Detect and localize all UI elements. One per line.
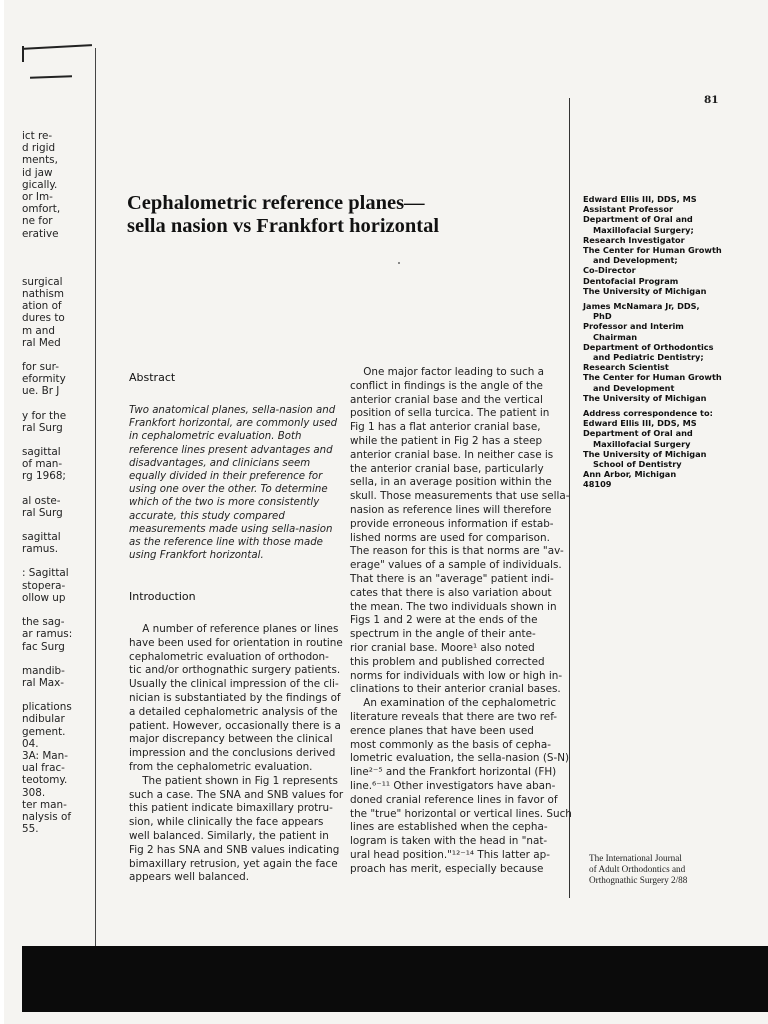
journal-footer	[589, 853, 719, 886]
journal-line-2: of Adult Orthodontics and	[589, 864, 686, 874]
scan-bottom-shadow	[22, 946, 768, 1012]
facing-page-fragment: ral Med	[22, 336, 61, 349]
author-line: Maxillofacial Surgery	[593, 438, 691, 449]
facing-page-fragment: 04.	[22, 737, 39, 750]
page-number: 81	[704, 94, 719, 106]
title-line-1: Cephalometric reference planes—	[127, 192, 425, 214]
article-title	[127, 192, 547, 238]
fragment-gap	[22, 519, 82, 531]
facing-page-fragment: teotomy.	[22, 774, 68, 787]
facing-page-fragment: ments,	[22, 154, 58, 167]
author-line: The Center for Human Growth	[583, 372, 722, 383]
text-line: major discrepancy between the clinical	[129, 733, 333, 746]
facing-page-fragment: or Im-	[22, 191, 53, 204]
text-line: most commonly as the basis of cepha-	[350, 738, 552, 751]
author-line: Research Investigator	[583, 234, 685, 245]
introduction-heading: Introduction	[129, 590, 196, 603]
facing-page-fragment: for sur-	[22, 361, 59, 374]
text-line: Figs 1 and 2 were at the ends of the	[350, 614, 538, 627]
author-line: Department of Oral and	[583, 214, 693, 225]
author-line: and Development	[593, 382, 675, 393]
text-line: A number of reference planes or lines	[129, 623, 339, 635]
text-line: sella, in an average position within the	[350, 476, 552, 489]
text-line: anterior cranial base. In neither case is	[350, 448, 554, 461]
facing-page-fragment: ter man-	[22, 798, 67, 811]
fragment-gap	[22, 240, 82, 252]
text-line: rior cranial base. Moore¹ also noted	[350, 641, 535, 654]
text-line: The reason for this is that norms are "av-	[350, 545, 564, 558]
text-line: appears well balanced.	[129, 871, 250, 884]
facing-page-fragment: mandib-	[22, 664, 65, 677]
fragment-gap	[22, 483, 82, 495]
text-line: line²⁻⁵ and the Frankfort horizontal (FH)	[350, 766, 557, 779]
text-line: skull. Those measurements that use sella-	[350, 490, 570, 503]
scan-speck	[398, 262, 400, 264]
facing-page-fragment: al oste-	[22, 494, 61, 507]
abstract-heading: Abstract	[129, 371, 176, 384]
author-line: School of Dentistry	[593, 459, 682, 470]
author-line: and Pediatric Dentistry;	[593, 352, 704, 363]
facing-page-fragment: plications	[22, 701, 72, 714]
facing-page-fragment: : Sagittal	[22, 567, 69, 580]
author-line: Assistant Professor	[583, 204, 673, 215]
author-line: PhD	[593, 311, 612, 322]
facing-page-fragment: ral Max-	[22, 676, 65, 689]
facing-page-fragment: fac Surg	[22, 640, 65, 653]
text-line: That there is an "average" patient indi-	[350, 572, 554, 585]
author-line: Co-Director	[583, 265, 636, 276]
text-line: this problem and published corrected	[350, 655, 545, 668]
facing-page-fragment: 55.	[22, 823, 39, 836]
fragment-gap	[22, 689, 82, 701]
fragment-gap	[22, 604, 82, 616]
text-line: bimaxillary retrusion, yet again the face	[129, 857, 338, 870]
author-line: Dentofacial Program	[583, 275, 679, 286]
facing-page-fragment: the sag-	[22, 616, 65, 629]
text-line: lometric evaluation, the sella-nasion (S-N)	[350, 752, 570, 765]
fragment-gap	[22, 252, 82, 264]
facing-page-fragment: ndibular	[22, 713, 65, 726]
facing-page-fragment: id jaw	[22, 166, 53, 179]
text-line: ural head position."¹²⁻¹⁴ This latter ap-	[350, 848, 550, 861]
text-line: while the patient in Fig 2 has a steep	[350, 434, 543, 447]
text-line: line.⁶⁻¹¹ Other investigators have aban-	[350, 779, 556, 792]
author-line: The Center for Human Growth	[583, 245, 722, 256]
text-line: the mean. The two individuals shown in	[350, 600, 557, 613]
facing-page-fragment: 308.	[22, 786, 46, 799]
author-line: Ann Arbor, Michigan	[583, 469, 677, 480]
text-line: The patient shown in Fig 1 represents	[129, 774, 338, 787]
text-line: norms for individuals with low or high in-	[350, 669, 563, 682]
facing-page-fragment: nalysis of	[22, 810, 72, 823]
facing-page-fragment: y for the	[22, 409, 67, 422]
text-line: Fig 1 has a flat anterior cranial base,	[350, 421, 541, 434]
author-line: Professor and Interim	[583, 321, 684, 332]
fragment-gap	[22, 264, 82, 276]
text-line: have been used for orientation in routine	[129, 636, 343, 649]
facing-page-fragment: eformity	[22, 373, 66, 386]
page-gutter-line	[95, 48, 96, 958]
journal-line-3: Orthognathic Surgery 2/88	[589, 875, 688, 885]
author-line: Department of Oral and	[583, 428, 693, 439]
facing-page-fragment: nathism	[22, 288, 65, 301]
facing-page-fragment: surgical	[22, 275, 63, 288]
author-line: James McNamara Jr, DDS,	[583, 301, 700, 312]
facing-page-fragment: dures to	[22, 312, 65, 325]
author-line: Edward Ellis III, DDS, MS	[583, 418, 697, 429]
facing-page-fragment: erative	[22, 227, 59, 240]
text-line: impression and the conclusions derived	[129, 747, 336, 760]
facing-page-fragment: ue. Br J	[22, 385, 60, 398]
text-line: Usually the clinical impression of the cli-	[129, 678, 339, 691]
text-line: erage" values of a sample of individuals.	[350, 559, 562, 572]
text-line: literature reveals that there are two ref-	[350, 710, 558, 723]
body-column-right	[350, 366, 572, 876]
fragment-gap	[22, 653, 82, 665]
text-line: the "true" horizontal or vertical lines. Such	[350, 807, 572, 820]
facing-page-fragment: ation of	[22, 300, 62, 313]
fragment-gap	[22, 398, 82, 410]
text-line: nician is substantiated by the findings of	[129, 691, 341, 704]
author-line: Research Scientist	[583, 362, 669, 373]
author-line: Maxillofacial Surgery;	[593, 224, 694, 235]
text-line: well balanced. Similarly, the patient in	[129, 829, 329, 842]
facing-page-fragment: ne for	[22, 215, 53, 228]
author-line: The University of Michigan	[583, 448, 707, 459]
text-line: patient. However, occasionally there is a	[129, 719, 341, 732]
text-line: lished norms are used for comparison.	[350, 531, 550, 544]
scan-left-edge	[0, 0, 4, 1024]
author-line: and Development;	[593, 255, 678, 266]
facing-page-fragment: 3A: Man-	[22, 749, 69, 762]
facing-page-fragment: rg 1968;	[22, 470, 66, 483]
author-line: Chairman	[593, 331, 638, 342]
fragment-gap	[22, 434, 82, 446]
facing-page-fragment: ollow up	[22, 591, 66, 604]
facing-page-fragment: gically.	[22, 178, 58, 191]
fragment-gap	[22, 349, 82, 361]
text-line: nasion as reference lines will therefore	[350, 503, 552, 516]
facing-page-fragment: m and	[22, 324, 55, 337]
text-line: a detailed cephalometric analysis of the	[129, 705, 338, 718]
text-line: logram is taken with the head in "nat-	[350, 835, 548, 848]
text-line: anterior cranial base and the vertical	[350, 393, 543, 406]
text-line: tic and/or orthognathic surgery patients.	[129, 664, 341, 677]
facing-page-fragment: ramus.	[22, 543, 59, 556]
facing-page-fragment: ral Surg	[22, 506, 63, 519]
author-line: Edward Ellis III, DDS, MS	[583, 194, 697, 204]
text-line: provide erroneous information if estab-	[350, 517, 554, 530]
text-line: doned cranial reference lines in favor of	[350, 793, 558, 806]
text-line: Fig 2 has SNA and SNB values indicating	[129, 843, 340, 856]
text-line: clinations to their anterior cranial bases.	[350, 683, 561, 696]
author-line: Address correspondence to:	[583, 408, 713, 419]
text-line: erence planes that have been used	[350, 724, 534, 737]
facing-page-fragment: d rigid	[22, 142, 56, 155]
facing-page-fragment: omfort,	[22, 203, 61, 216]
text-line: conflict in findings is the angle of the	[350, 379, 543, 392]
facing-page-fragment: stopera-	[22, 579, 66, 592]
text-line: from the cephalometric evaluation.	[129, 760, 313, 773]
author-line: The University of Michigan	[583, 285, 707, 296]
text-line: this patient indicate bimaxillary protru-	[129, 802, 333, 815]
text-line: such a case. The SNA and SNB values for	[129, 788, 344, 801]
facing-page-fragment: ual frac-	[22, 762, 65, 775]
text-line: the anterior cranial base, particularly	[350, 462, 544, 475]
text-line: An examination of the cephalometric	[350, 697, 557, 710]
journal-line-1: The International Journal	[589, 853, 682, 863]
facing-page-fragment: gement.	[22, 725, 66, 738]
text-line: sion, while clinically the face appears	[129, 816, 324, 829]
author-line: The University of Michigan	[583, 392, 707, 403]
text-line: proach has merit, especially because	[350, 862, 544, 875]
text-line: One major factor leading to such a	[350, 366, 545, 378]
text-line: cates that there is also variation about	[350, 586, 552, 599]
text-line: cephalometric evaluation of orthodon-	[129, 650, 329, 663]
text-line: spectrum in the angle of their ante-	[350, 628, 536, 641]
facing-page-fragment: sagittal	[22, 531, 61, 544]
column-divider	[569, 98, 570, 898]
facing-page-fragment: of man-	[22, 458, 63, 471]
facing-page-fragment: ral Surg	[22, 421, 63, 434]
author-affiliations	[583, 194, 763, 490]
facing-page-fragments	[22, 130, 82, 835]
facing-page-fragment: ar ramus:	[22, 628, 73, 641]
fragment-gap	[22, 555, 82, 567]
introduction-text	[129, 623, 344, 885]
abstract-text: Two anatomical planes, sella-nasion and Frankfort horizontal, are commonly used in cephalometric evaluation. Both reference lines present advantages and disadvantages, and clinicians seem equally divided in their preference for using one over the other. To determine which of the two is more consistently accurate, this study compared measurements made using sella-nasion as the reference line with those made using Frankfort horizontal.	[129, 405, 338, 562]
facing-page-fragment: sagittal	[22, 446, 61, 459]
text-line: lines are established when the cepha-	[350, 821, 548, 834]
title-line-2: sella nasion vs Frankfort horizontal	[127, 215, 440, 237]
text-line: position of sella turcica. The patient in	[350, 407, 550, 420]
facing-page-fragment: ict re-	[22, 130, 53, 142]
author-line: Department of Orthodontics	[583, 341, 714, 352]
author-line: 48109	[583, 479, 612, 490]
